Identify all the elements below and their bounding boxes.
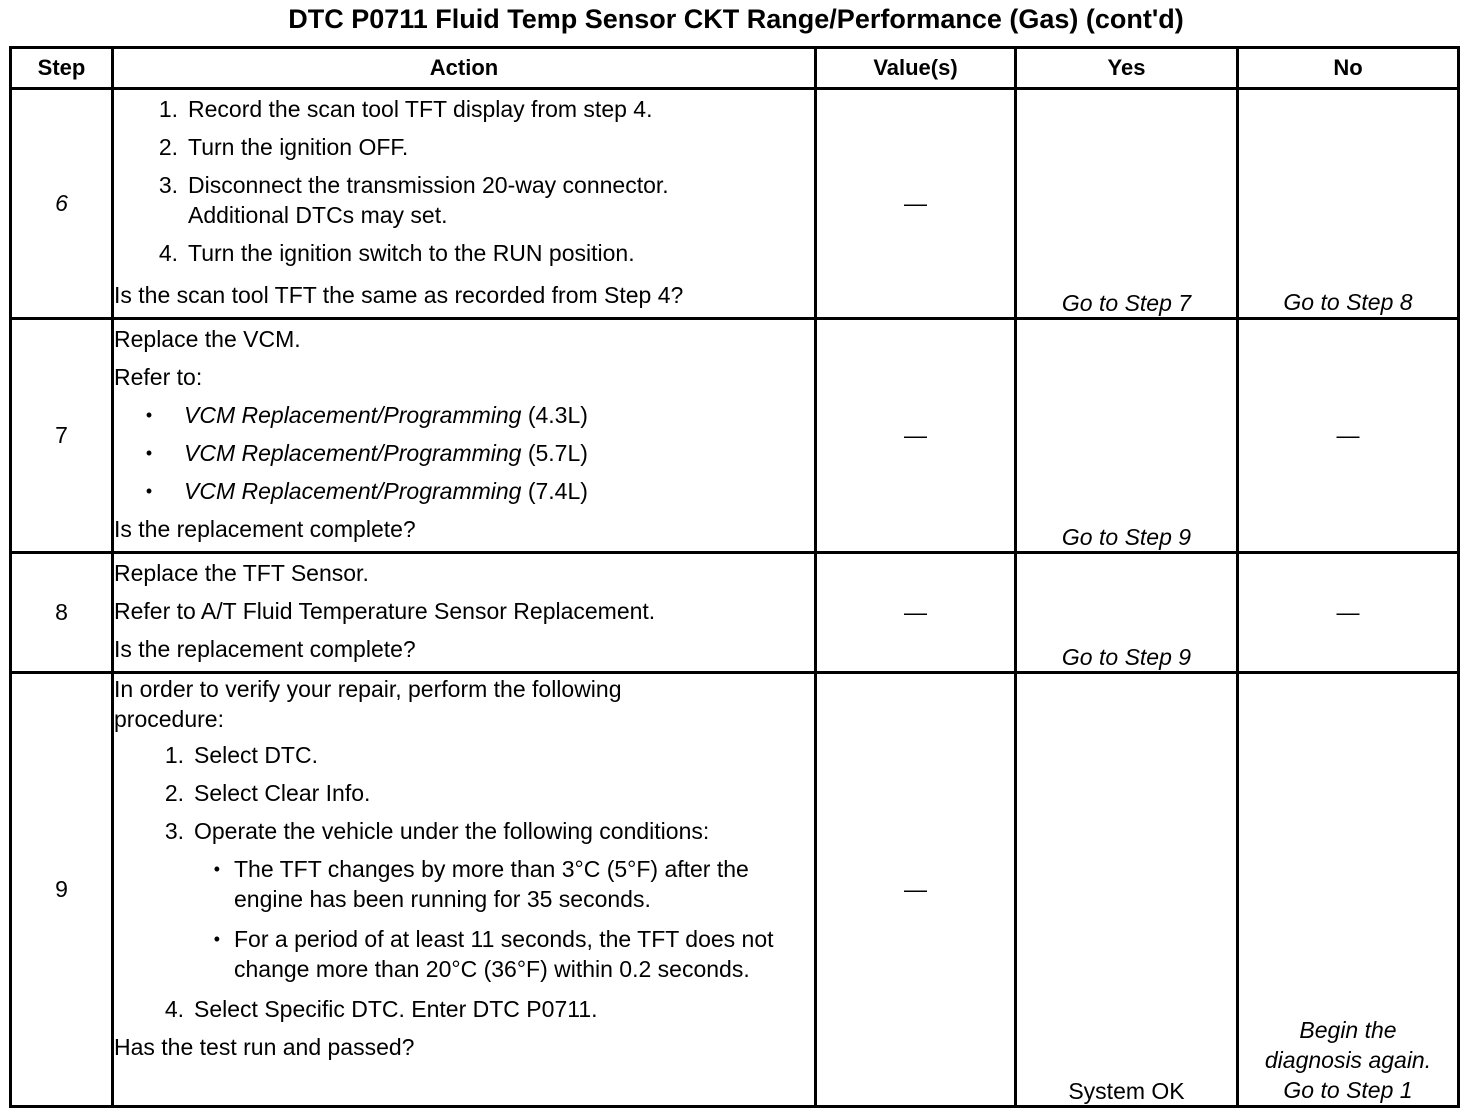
item-number: 1. [164, 742, 184, 768]
item-text: Operate the vehicle under the following conditions: [194, 818, 710, 844]
intro-text: In order to verify your repair, perform the following procedure: [114, 676, 622, 732]
action-cell [113, 673, 816, 1107]
instruction-text: Replace the VCM. [114, 326, 301, 352]
step-number: 7 [11, 319, 113, 553]
list-item [114, 778, 814, 808]
question-text: Is the replacement complete? [114, 636, 416, 662]
value-cell: — [816, 319, 1016, 553]
yes-cell: Go to Step 7 [1016, 89, 1238, 319]
list-item [114, 396, 814, 434]
no-line: Go to Step 1 [1283, 1077, 1413, 1103]
no-cell [1238, 673, 1459, 1107]
condition-item [114, 854, 814, 914]
no-cell: — [1238, 319, 1459, 553]
bullet-icon: • [213, 929, 220, 949]
item-text: Record the scan tool TFT display from step 4. [188, 96, 653, 122]
header-action: Action [113, 48, 816, 89]
list-item [114, 94, 814, 124]
no-line: Begin the [1299, 1017, 1397, 1043]
list-item [114, 238, 814, 268]
question-text: Has the test run and passed? [114, 1034, 415, 1060]
value-cell: — [816, 673, 1016, 1107]
value-cell: — [816, 89, 1016, 319]
yes-cell: Go to Step 9 [1016, 553, 1238, 673]
item-number: 1. [158, 96, 178, 122]
table-row-step-9 [11, 673, 1459, 1107]
header-yes: Yes [1016, 48, 1238, 89]
list-item [114, 132, 814, 162]
list-item [114, 170, 814, 230]
item-text: Select DTC. [194, 742, 318, 768]
table-row-step-6 [11, 89, 1459, 319]
yes-cell: System OK [1016, 673, 1238, 1107]
yes-cell: Go to Step 9 [1016, 319, 1238, 553]
no-cell: — [1238, 553, 1459, 673]
question-text: Is the scan tool TFT the same as recorded from Step 4? [114, 282, 684, 308]
reference-link[interactable]: VCM Replacement/Programming [184, 440, 522, 466]
item-number: 4. [164, 996, 184, 1022]
bullet-icon: • [213, 859, 220, 879]
instruction-text: Replace the TFT Sensor. [114, 560, 369, 586]
step-number: 8 [11, 553, 113, 673]
item-text: Turn the ignition OFF. [188, 134, 409, 160]
item-number: 3. [158, 172, 178, 198]
instruction-text: Refer to: [114, 364, 203, 390]
step-number: 9 [11, 673, 113, 1107]
table-row-step-7 [11, 319, 1459, 553]
item-number: 4. [158, 240, 178, 266]
reference-suffix: (7.4L) [521, 478, 588, 504]
condition-text: The TFT changes by more than 3°C (5°F) after the engine has been running for 35 seconds. [234, 856, 749, 912]
header-values: Value(s) [816, 48, 1016, 89]
item-number: 2. [164, 780, 184, 806]
action-cell [113, 553, 816, 673]
no-cell: Go to Step 8 [1238, 89, 1459, 319]
condition-text: For a period of at least 11 seconds, the TFT does not change more than 20°C (36°F) within 0.2 seconds. [234, 926, 774, 982]
item-text: Select Clear Info. [194, 780, 371, 806]
reference-suffix: (4.3L) [521, 402, 588, 428]
list-item [114, 472, 814, 510]
action-cell [113, 319, 816, 553]
item-text: Turn the ignition switch to the RUN position. [188, 240, 635, 266]
list-item [114, 434, 814, 472]
bullet-icon: • [145, 443, 153, 463]
step-number: 6 [11, 89, 113, 319]
reference-link[interactable]: VCM Replacement/Programming [184, 478, 522, 504]
action-cell [113, 89, 816, 319]
diagnostic-table [9, 46, 1460, 1108]
question-text: Is the replacement complete? [114, 516, 416, 542]
list-item [114, 816, 814, 846]
header-row [11, 48, 1459, 89]
header-step: Step [11, 48, 113, 89]
no-line: diagnosis again. [1264, 1047, 1432, 1073]
bullet-icon: • [145, 481, 153, 501]
table-row-step-8 [11, 553, 1459, 673]
list-item [114, 994, 814, 1024]
list-item [114, 740, 814, 770]
condition-item [114, 924, 814, 984]
page-title: DTC P0711 Fluid Temp Sensor CKT Range/Performance (Gas) (cont'd) [288, 4, 1184, 34]
item-number: 3. [164, 818, 184, 844]
instruction-text: Refer to A/T Fluid Temperature Sensor Replacement. [114, 598, 656, 624]
item-number: 2. [158, 134, 178, 160]
value-cell: — [816, 553, 1016, 673]
reference-link[interactable]: VCM Replacement/Programming [184, 402, 522, 428]
header-no: No [1238, 48, 1459, 89]
item-text: Select Specific DTC. Enter DTC P0711. [194, 996, 598, 1022]
bullet-icon: • [145, 405, 153, 425]
reference-suffix: (5.7L) [521, 440, 588, 466]
item-text: Disconnect the transmission 20-way connector. Additional DTCs may set. [188, 172, 669, 228]
